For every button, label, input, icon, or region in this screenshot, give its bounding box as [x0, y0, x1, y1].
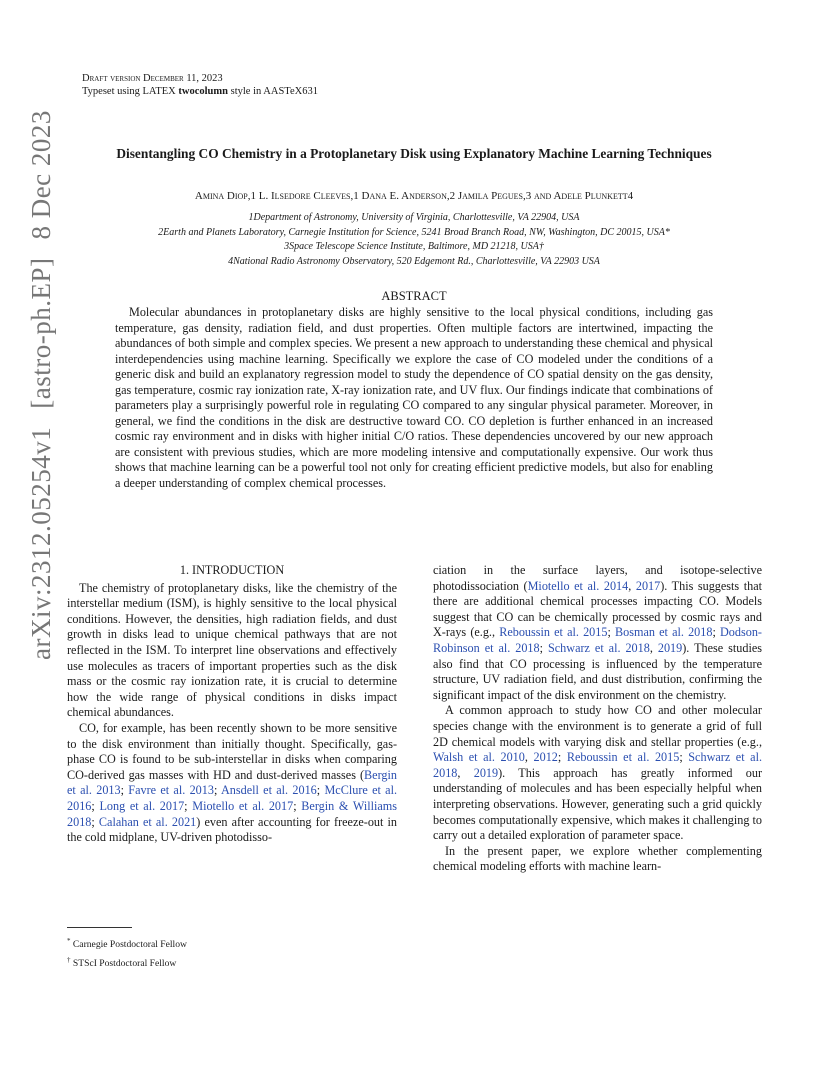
affiliation-3: 3Space Telescope Science Institute, Baltimore, MD 21218, USA† [284, 241, 544, 253]
citation-link[interactable]: Schwarz et al. 2018 [547, 640, 650, 655]
right-column [433, 563, 762, 875]
abstract-heading: ABSTRACT [381, 289, 447, 303]
paper-title: Disentangling CO Chemistry in a Protoplanetary Disk using Explanatory Machine Learning Techniques [116, 146, 712, 161]
citation-link[interactable]: Ansdell et al. 2016 [220, 783, 317, 798]
citation-link[interactable]: Reboussin et al. 2015 [566, 750, 680, 765]
intro-paragraph-4: In the present paper, we explore whether complementing chemical modeling efforts with machine learn- [433, 843, 762, 874]
draft-line: Draft version December 11, 2023 [82, 73, 223, 84]
affiliations [60, 211, 768, 269]
page-header [82, 72, 318, 98]
intro-paragraph-3: A common approach to study how CO and other molecular species change with the environment is to generate a grid of full 2D chemical models with varying disk and stellar properties (e.g., Walsh et al. 2010, 2012; Reboussin et al. 2015; Schwarz et al. 2018, 2019). This approach has greatly informed our understanding of molecules and has been especially helpful when interpreting observations. However, generating such a grid quickly becomes computationally expensive, which makes it challenging to carry out a detailed exploration of parameter space. [433, 703, 763, 843]
citation-link[interactable]: Dodson-Robinson et al. 2018 [433, 625, 762, 655]
citation-link[interactable]: Bosman et al. 2018 [615, 625, 713, 640]
citation-link[interactable]: Calahan et al. 2021 [98, 814, 197, 829]
footnotes [67, 934, 187, 971]
citation-link[interactable]: Bergin & Williams 2018 [67, 798, 398, 829]
left-column [67, 563, 397, 846]
footnote-1: * Carnegie Postdoctoral Fellow [67, 937, 187, 951]
citation-link[interactable]: Reboussin et al. 2015 [499, 625, 608, 640]
citation-link[interactable]: Miotello et al. 2014 [527, 578, 629, 593]
footnote-2: † STScI Postdoctoral Fellow [67, 955, 177, 969]
citation-link[interactable]: 2019 [657, 640, 683, 655]
footnote-rule [67, 927, 132, 928]
arxiv-stamp [26, 92, 57, 660]
latex-logo: LATEX [142, 86, 176, 97]
citation-link[interactable]: 2012 [533, 750, 558, 765]
arxiv-id: arXiv:2312.05254v1 [26, 426, 56, 660]
citation-link[interactable]: 2019 [473, 765, 499, 780]
author-list: Amina Diop,1 L. Ilsedore Cleeves,1 Dana E. Anderson,2 Jamila Pegues,3 and Adele Plunkett4 [194, 190, 634, 202]
citation-link[interactable]: McClure et al. 2016 [67, 783, 398, 813]
intro-paragraph-2: CO, for example, has been recently shown to be more sensitive to the disk environment than initially thought. Specifically, gas-phase CO is found to be sub-interstellar in disks when comparing CO-derived gas masses with HD and dust-derived masses (Bergin et al. 2013; Favre et al. 2013; Ansdell et al. 2016; McClure et al. 2016; Long et al. 2017; Miotello et al. 2017; Bergin & Williams 2018; Calahan et al. 2021) even after accounting for freeze-out in the cold midplane, UV-driven photodisso- [67, 720, 398, 845]
citation-link[interactable]: Bergin et al. 2013 [67, 767, 397, 798]
citation-link[interactable]: 2017 [635, 578, 661, 593]
typeset-line: Typeset using LATEX twocolumn style in AASTeX631 [82, 86, 318, 97]
citation-link[interactable]: Walsh et al. 2010 [433, 750, 525, 765]
affiliation-2: 2Earth and Planets Laboratory, Carnegie Institution for Science, 5241 Broad Branch Road, NW, Washington, DC 20015, USA* [158, 226, 670, 238]
intro-paragraph-2-continued: ciation in the surface layers, and isotope-selective photodissociation (Miotello et al. 2014, 2017). This suggests that there are additional chemical processes impacting CO. Models suggest that CO can be chemically processed by cosmic rays and X-rays (e.g., Reboussin et al. 2015; Bosman et al. 2018; Dodson-Robinson et al. 2018; Schwarz et al. 2018, 2019). These studies also find that CO processing is influenced by the temperature structure, UV radiation field, and dust distribution, confirming the significant impact of the disk environment on the chemistry. [433, 563, 762, 702]
citation-link[interactable]: Schwarz et al. 2018 [433, 750, 763, 780]
affiliation-1: 1Department of Astronomy, University of Virginia, Charlottesville, VA 22904, USA [248, 212, 580, 223]
affiliation-4: 4National Radio Astronomy Observatory, 520 Edgemont Rd., Charlottesville, VA 22903 USA [228, 255, 600, 267]
citation-link[interactable]: Miotello et al. 2017 [192, 798, 294, 813]
abstract-text: Molecular abundances in protoplanetary disks are highly sensitive to the local physical conditions, including gas temperature, gas density, radiation field, and dust properties. Often multiple factors are intertwined, impacting the abundances of both simple and complex species. We present a new approach to understanding these chemical and physical interdependencies using machine learning. Specifically we explore the case of CO modeled under the conditions of a generic disk and build an explanatory regression model to study the dependence of CO spatial density on the gas density, gas temperature, cosmic ray ionization rate, X-ray ionization rate, and UV flux. Our findings indicate that combinations of parameters play a surprisingly powerful role in regulating CO compared to any singular physical parameter. Moreover, in general, we find the conditions in the disk are destructive toward CO. CO depletion is further enhanced in an increased cosmic ray environment and in disks with higher initial C/O ratios. These dependencies uncovered by our new approach are consistent with previous studies, which are more modeling intensive and computationally expensive. Our work thus shows that machine learning can be a powerful tool not only for creating efficient predictive models, but also for enabling a deeper understanding of complex chemical processes. [115, 305, 713, 491]
arxiv-category: [astro-ph.EP] [26, 257, 56, 409]
citation-link[interactable]: Favre et al. 2013 [128, 783, 214, 798]
arxiv-date: 8 Dec 2023 [26, 110, 56, 240]
citation-link[interactable]: Long et al. 2017 [99, 798, 185, 813]
intro-paragraph-1: The chemistry of protoplanetary disks, like the chemistry of the interstellar medium (ISM), is highly sensitive to the local physical conditions. However, the densities, high radiation fields, and dust growth in disks lead to unique chemical pathways that are not reflected in the ISM. To interpret line observations and effectively use molecules as tracers of important properties such as the disk mass or the cosmic ray ionization rate, it is crucial to determine how the wide range of physical conditions in disks impact chemical abundances. [67, 580, 397, 720]
section-heading-introduction: 1. INTRODUCTION [179, 563, 285, 577]
